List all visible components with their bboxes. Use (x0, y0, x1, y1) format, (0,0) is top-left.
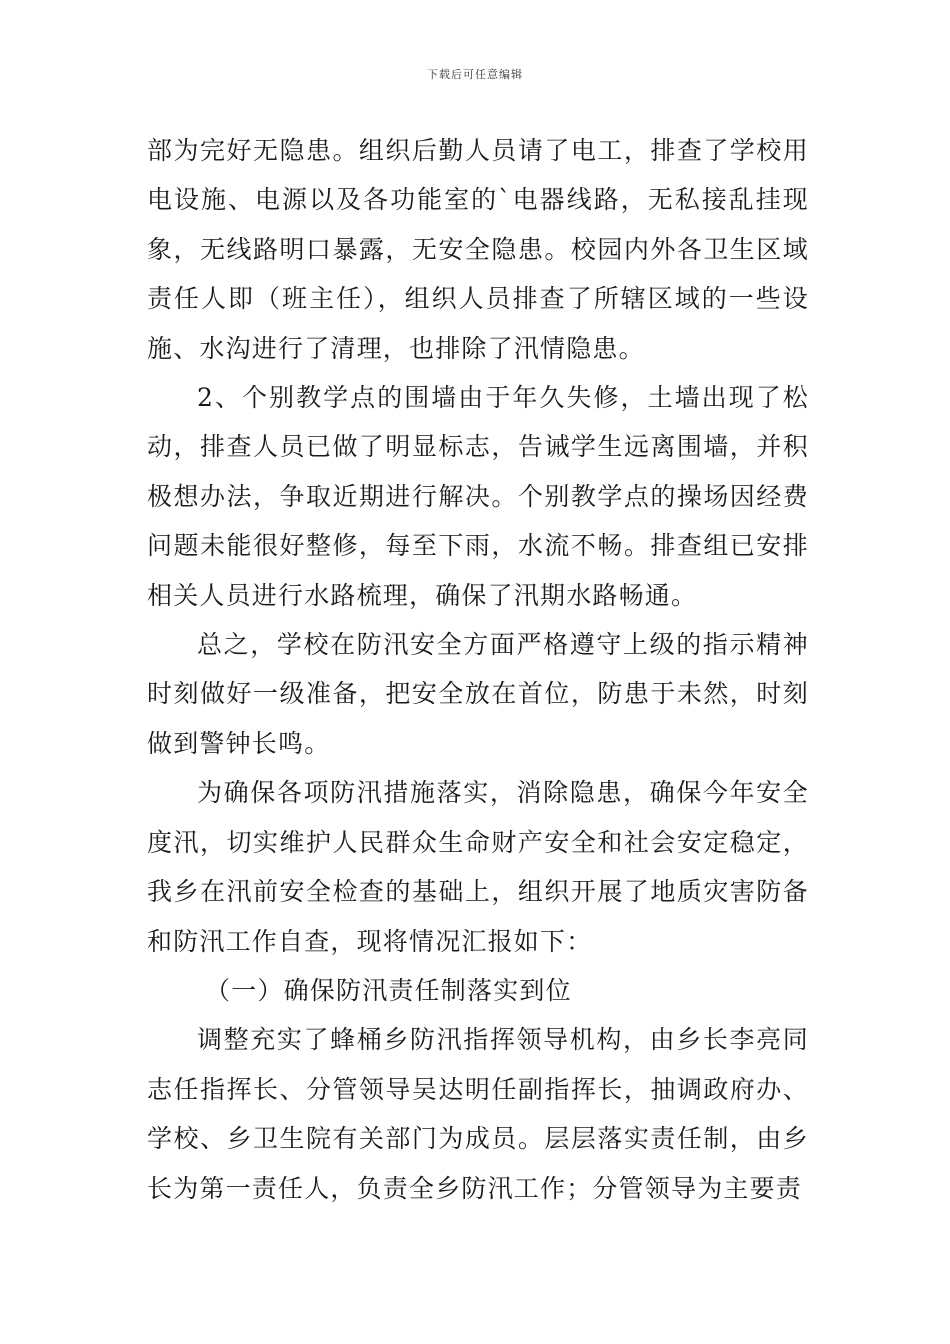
section-heading: （一）确保防汛责任制落实到位 (205, 975, 572, 1005)
page-header: 下载后可任意编辑 (427, 68, 523, 81)
paragraph-continuation: 部为完好无隐患。组织后勤人员请了电工，排查了学校用电设施、电源以及各功能室的`电器线路，无私接乱挂现象，无线路明口暴露，无安全隐患。校园内外各卫生区域责任人即（班主任），组织人员排查了所辖区域的一些设施、水沟进行了清理，也排除了汛情隐患。 (147, 136, 809, 363)
document-body (147, 126, 809, 1213)
paragraph-intro: 为确保各项防汛措施落实，消除隐患，确保今年安全度汛，切实维护人民群众生命财产安全和社会安定稳定，我乡在汛前安全检查的基础上，组织开展了地质灾害防备和防汛工作自查，现将情况汇报如下： (147, 778, 809, 956)
paragraph-item-2: 2、个别教学点的围墙由于年久失修，土墙出现了松动，排查人员已做了明显标志，告诫学生远离围墙，并积极想办法，争取近期进行解决。个别教学点的操场因经费问题未能很好整修，每至下雨，水流不畅。排查组已安排相关人员进行水路梳理，确保了汛期水路畅通。 (147, 383, 809, 610)
paragraph-summary: 总之，学校在防汛安全方面严格遵守上级的指示精神时刻做好一级准备，把安全放在首位，防患于未然，时刻做到警钟长鸣。 (147, 630, 809, 758)
paragraph-responsibility: 调整充实了蜂桶乡防汛指挥领导机构，由乡长李亮同志任指挥长、分管领导吴达明任副指挥长，抽调政府办、学校、乡卫生院有关部门为成员。层层落实责任制，由乡长为第一责任人，负责全乡防汛工作；分管领导为主要责 (147, 1025, 809, 1203)
